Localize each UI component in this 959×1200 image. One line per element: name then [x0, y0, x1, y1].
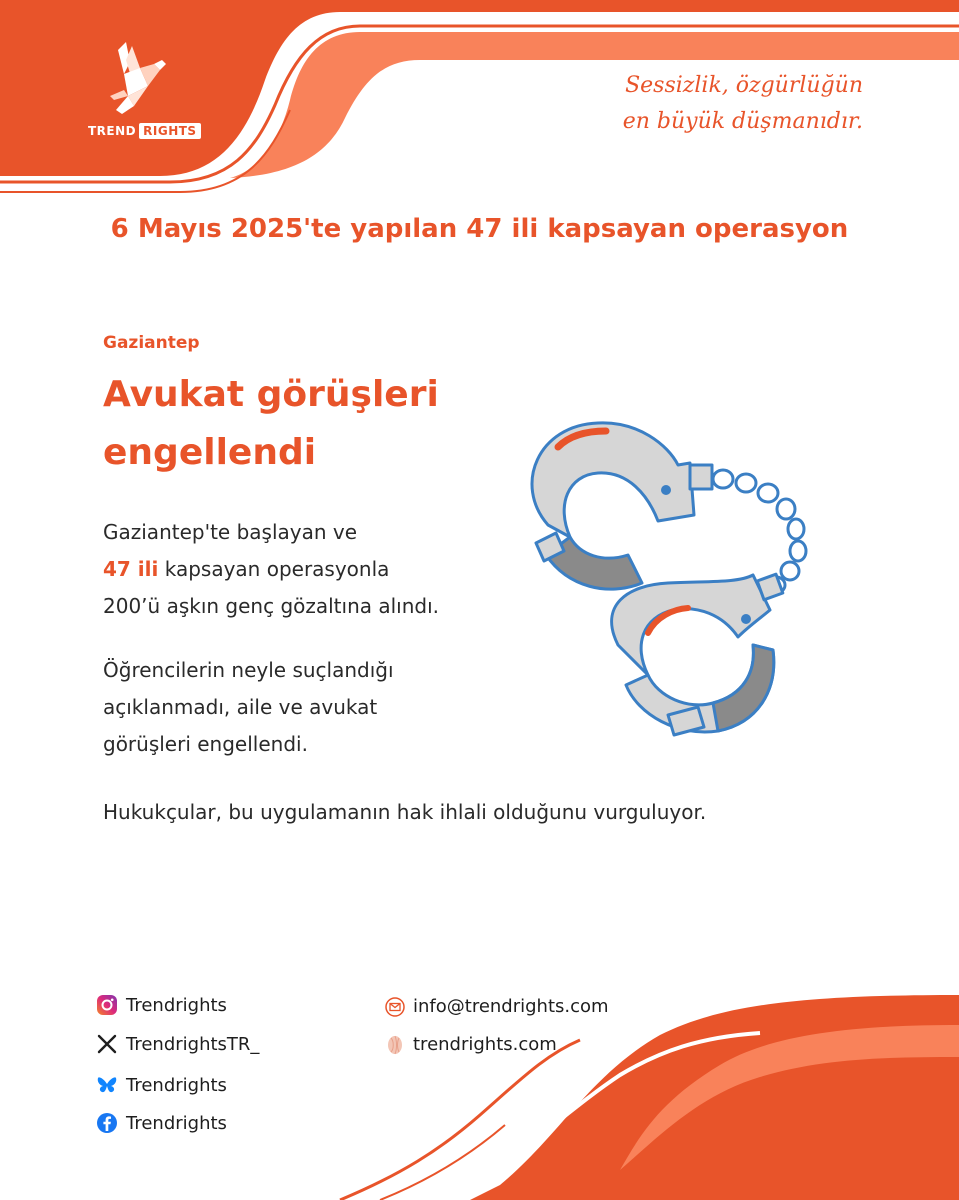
- paragraph-3: Hukukçular, bu uygulamanın hak ihlali olduğunu vurguluyor.: [103, 800, 707, 824]
- paragraph-2-line-3: görüşleri engellendi.: [103, 732, 308, 756]
- slogan-line-1: Sessizlik, özgürlüğün: [625, 73, 863, 98]
- contact-email[interactable]: [385, 996, 609, 1017]
- brand-logo: [88, 40, 197, 155]
- handcuffs-icon: [508, 405, 808, 755]
- city-label: Gaziantep: [103, 333, 200, 353]
- dove-icon: [88, 40, 188, 120]
- mail-icon: [385, 997, 405, 1017]
- facebook-icon: [96, 1112, 118, 1134]
- facebook-handle: Trendrights: [126, 1112, 227, 1134]
- brand-wordmark: [88, 124, 197, 138]
- highlight-47-ili: 47 ili: [103, 557, 159, 581]
- email-address: info@trendrights.com: [413, 996, 609, 1017]
- title-line-2: engellendi: [103, 432, 317, 473]
- bluesky-handle: Trendrights: [126, 1074, 227, 1096]
- website-url: trendrights.com: [413, 1034, 557, 1055]
- paragraph-1-line-2-rest: kapsayan operasyonla: [158, 557, 390, 581]
- slogan-line-2: en büyük düşmanıdır.: [622, 109, 863, 134]
- social-instagram[interactable]: [96, 994, 227, 1016]
- brand-name-trend: TREND: [88, 124, 137, 138]
- web-icon: [385, 1035, 405, 1055]
- x-icon: [96, 1033, 118, 1055]
- paragraph-2-line-2: açıklanmadı, aile ve avukat: [103, 695, 378, 719]
- paragraph-1-line-3: 200’ü aşkın genç gözaltına alındı.: [103, 594, 440, 618]
- social-bluesky[interactable]: [96, 1074, 227, 1096]
- headline: 6 Mayıs 2025'te yapılan 47 ili kapsayan operasyon: [110, 214, 849, 244]
- contact-website[interactable]: [385, 1034, 557, 1055]
- bluesky-icon: [96, 1074, 118, 1096]
- article-title: [103, 366, 523, 482]
- paragraph-2-line-1: Öğrencilerin neyle suçlandığı: [103, 658, 394, 682]
- social-x[interactable]: [96, 1033, 259, 1055]
- paragraph-1-line-1: Gaziantep'te başlayan ve: [103, 520, 358, 544]
- instagram-icon: [96, 994, 118, 1016]
- slogan: [563, 68, 863, 140]
- social-facebook[interactable]: [96, 1112, 227, 1134]
- x-handle: TrendrightsTR_: [126, 1033, 260, 1055]
- brand-name-rights: RIGHTS: [139, 123, 200, 139]
- title-line-1: Avukat görüşleri: [103, 374, 439, 415]
- instagram-handle: Trendrights: [126, 994, 227, 1016]
